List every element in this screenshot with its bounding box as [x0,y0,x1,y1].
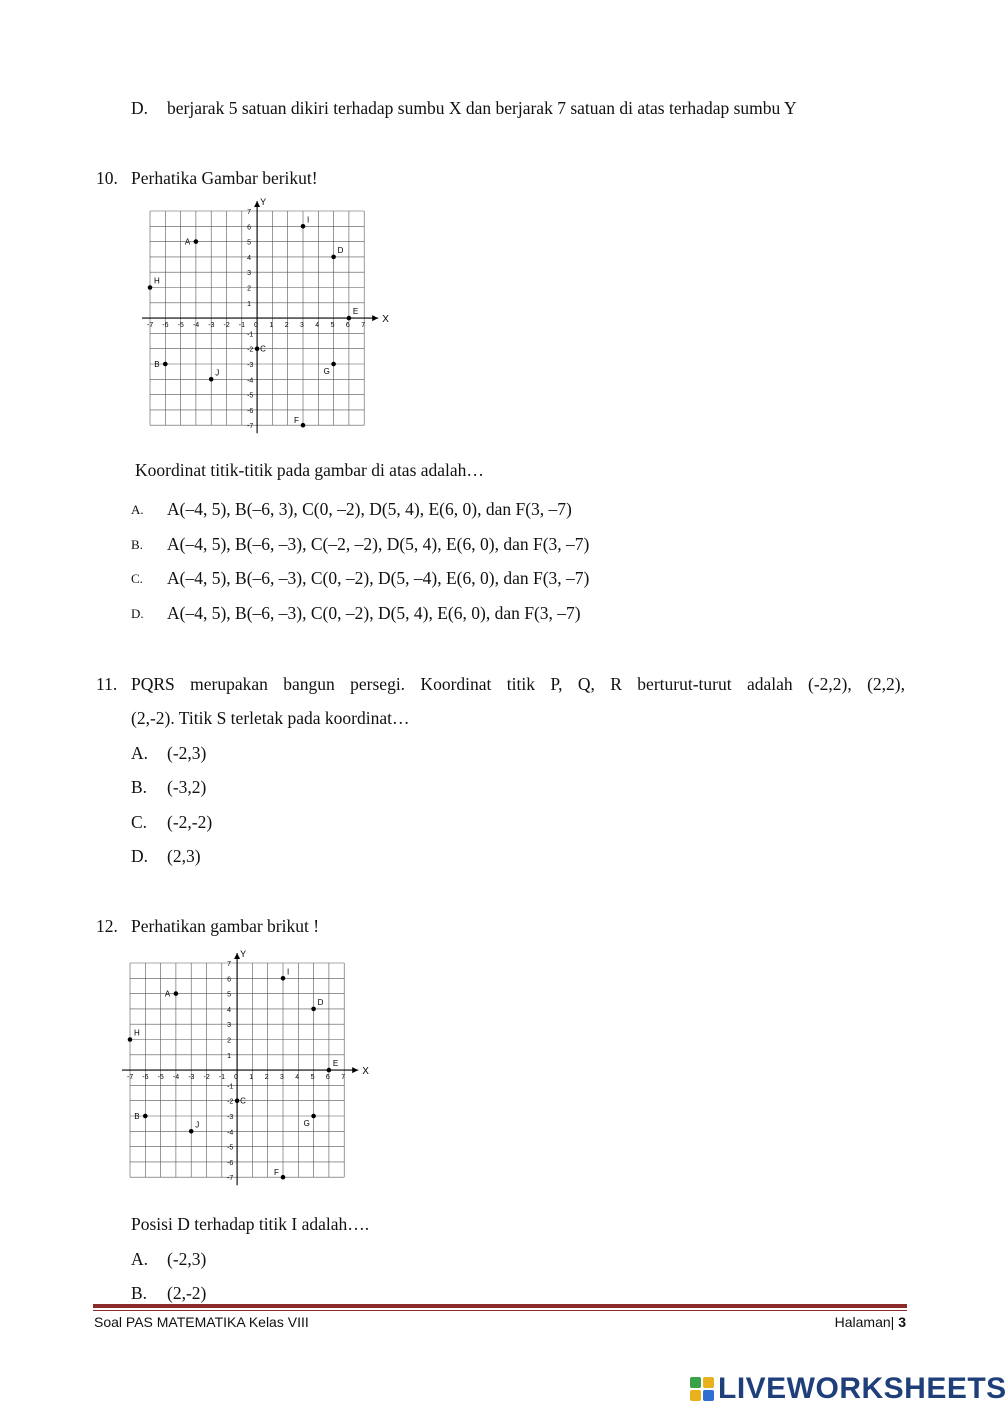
x-tick-label: -7 [147,322,154,330]
q10-option-a-text[interactable]: A(–4, 5), B(–6, 3), C(0, –2), D(5, 4), E(6, 0), dan F(3, –7) [167,499,572,519]
point-label-D: D [317,997,324,1007]
q11-option-a-letter[interactable]: A. [131,743,149,763]
x-tick-label: -2 [203,1074,210,1082]
y-tick-label: -3 [227,1114,234,1121]
y-tick-label: -5 [247,392,254,400]
y-tick-label: 3 [227,1022,232,1030]
point-H [148,285,153,290]
point-F [301,423,306,428]
q11-option-b-text[interactable]: (-3,2) [167,777,207,797]
q10-prompt: Perhatika Gambar berikut! [131,168,318,188]
y-axis-label: Y [260,197,267,207]
point-J [209,377,214,382]
q12-prompt: Perhatikan gambar brikut ! [131,916,320,936]
point-I [301,224,306,229]
q11-number: 11. [96,674,118,694]
point-label-C: C [260,344,266,354]
y-tick-label: -7 [227,1175,234,1183]
liveworksheets-logo-icon [690,1377,714,1401]
point-label-C: C [240,1096,246,1106]
point-F [281,1175,286,1180]
x-tick-label: 2 [264,1074,269,1082]
y-tick-label: 1 [227,1052,232,1060]
x-tick-label: -7 [127,1074,134,1082]
q11-option-b-letter[interactable]: B. [131,777,148,797]
x-tick-label: 6 [325,1074,330,1082]
y-tick-label: -4 [227,1129,234,1137]
q10-option-b-letter[interactable]: B. [131,537,143,552]
footer-title: Soal PAS MATEMATIKA Kelas VIII [94,1314,309,1330]
q12-option-a-letter[interactable]: A. [131,1249,149,1269]
x-tick-label: 7 [361,322,366,330]
point-label-F: F [294,416,299,426]
point-B [163,362,168,367]
x-tick-label: -6 [142,1074,149,1082]
x-tick-label: 4 [295,1074,300,1082]
point-label-D: D [337,245,344,255]
y-tick-label: -5 [227,1144,234,1152]
footer-page-label [835,1314,906,1330]
x-tick-label: 1 [249,1074,254,1082]
q12-number: 12. [96,916,118,936]
q11-option-d-text[interactable]: (2,3) [167,846,201,866]
point-label-E: E [332,1059,339,1069]
x-axis-label: X [362,1066,369,1078]
point-label-I: I [287,967,290,977]
point-I [281,976,286,981]
q12-option-b-letter[interactable]: B. [131,1283,148,1303]
q10-graph-svg [135,197,389,449]
point-J [189,1129,194,1134]
point-label-B: B [154,360,160,369]
x-tick-label: 7 [341,1074,346,1082]
x-tick-label: 5 [310,1074,315,1082]
q10-number: 10. [96,168,118,188]
liveworksheets-brand[interactable] [690,1372,1007,1406]
q12-coordinate-graph [115,949,369,1206]
y-tick-label: -1 [227,1083,234,1091]
x-tick-label: 3 [280,1074,284,1082]
point-label-G: G [323,367,330,376]
point-label-I: I [307,215,310,225]
x-tick-label: 0 [254,322,259,330]
x-tick-label: 5 [330,322,335,330]
y-tick-label: -7 [247,423,254,431]
y-tick-label: 1 [247,300,252,308]
point-E [347,316,352,321]
x-tick-label: 6 [345,322,350,330]
q10-option-a-letter[interactable]: A. [131,502,144,517]
q10-question: Koordinat titik-titik pada gambar di atas adalah… [135,460,484,480]
q10-option-c-text[interactable]: A(–4, 5), B(–6, –3), C(0, –2), D(5, –4), E(6, 0), dan F(3, –7) [167,568,590,588]
point-B [143,1114,148,1119]
footer-divider-thin [93,1310,907,1311]
y-axis-label: Y [240,949,247,959]
point-H [128,1037,133,1042]
x-tick-label: -5 [157,1074,164,1082]
point-label-J: J [215,368,220,378]
q11-text-line-1: PQRS merupakan bangun persegi. Koordinat titik P, Q, R berturut-turut adalah (-2,2), (2,2), [131,674,905,694]
q10-option-c-letter[interactable]: C. [131,571,143,586]
point-G [311,1114,316,1119]
y-tick-label: 2 [247,285,252,293]
y-tick-label: -2 [227,1098,234,1106]
x-tick-label: 4 [315,322,320,330]
y-tick-label: 5 [247,239,252,247]
q12-option-a-text[interactable]: (-2,3) [167,1249,207,1269]
q11-text-line-2: (2,-2). Titik S terletak pada koordinat… [131,708,410,728]
y-tick-label: -3 [247,362,254,369]
point-label-A: A [164,989,171,999]
x-tick-label: -4 [192,322,200,330]
y-tick-label: 7 [227,961,232,968]
point-G [331,362,336,367]
q12-graph-svg [115,949,369,1201]
point-label-F: F [274,1168,279,1178]
point-E [327,1068,332,1073]
point-label-G: G [303,1119,310,1128]
point-D [311,1007,316,1012]
q11-option-c-letter[interactable]: C. [131,812,148,832]
q10-coordinate-graph [135,197,389,454]
point-label-H: H [134,1028,140,1038]
y-tick-label: -6 [247,407,254,415]
footer-page-prefix: Halaman| [834,1314,899,1330]
x-tick-label: -1 [238,322,246,330]
q11-option-c-text[interactable]: (-2,-2) [167,812,213,832]
x-axis-arrow-icon [372,315,378,321]
q11-option-a-text[interactable]: (-2,3) [167,743,207,763]
y-tick-label: 6 [247,224,252,232]
q12-option-b-text[interactable]: (2,-2) [167,1283,207,1303]
y-tick-label: 3 [247,270,252,278]
y-tick-label: 7 [247,209,252,216]
x-tick-label: -1 [218,1074,226,1082]
x-tick-label: -3 [208,322,215,330]
q12-question: Posisi D terhadap titik I adalah…. [131,1214,370,1234]
q9-option-d-letter: D. [131,98,149,118]
y-tick-label: 6 [227,976,232,984]
footer-page-number: 3 [898,1314,906,1330]
x-tick-label: -6 [162,322,169,330]
point-label-J: J [195,1120,200,1130]
x-axis-label: X [382,314,389,326]
footer-divider-thick [93,1304,907,1308]
x-tick-label: 1 [269,322,274,330]
y-tick-label: 4 [247,254,252,262]
x-tick-label: -4 [172,1074,180,1082]
y-tick-label: 5 [227,991,232,999]
point-label-E: E [352,307,359,317]
y-tick-label: -1 [247,331,254,339]
point-D [331,255,336,260]
q10-option-d-text[interactable]: A(–4, 5), B(–6, –3), C(0, –2), D(5, 4), E(6, 0), dan F(3, –7) [167,603,581,623]
q11-option-d-letter[interactable]: D. [131,846,149,866]
x-tick-label: 3 [300,322,304,330]
q9-option-d-text: berjarak 5 satuan dikiri terhadap sumbu X dan berjarak 7 satuan di atas terhadap sumbu Y [167,98,797,118]
point-A [174,991,179,996]
y-tick-label: -6 [227,1159,234,1167]
x-axis-arrow-icon [352,1067,358,1073]
x-tick-label: -3 [188,1074,195,1082]
x-tick-label: -5 [177,322,184,330]
q10-option-b-text[interactable]: A(–4, 5), B(–6, –3), C(–2, –2), D(5, 4), E(6, 0), dan F(3, –7) [167,534,590,554]
q10-option-d-letter[interactable]: D. [131,606,144,621]
point-A [194,239,199,244]
x-tick-label: -2 [223,322,230,330]
y-tick-label: 4 [227,1006,232,1014]
y-tick-label: -2 [247,346,254,354]
point-label-H: H [154,276,160,286]
point-label-B: B [134,1112,140,1121]
point-C [235,1098,240,1103]
point-label-A: A [184,237,191,247]
x-tick-label: 0 [234,1074,239,1082]
point-C [255,346,260,351]
x-tick-label: 2 [284,322,289,330]
y-tick-label: 2 [227,1037,232,1045]
liveworksheets-wordmark: LIVEWORKSHEETS [718,1372,1007,1405]
y-tick-label: -4 [247,377,254,385]
